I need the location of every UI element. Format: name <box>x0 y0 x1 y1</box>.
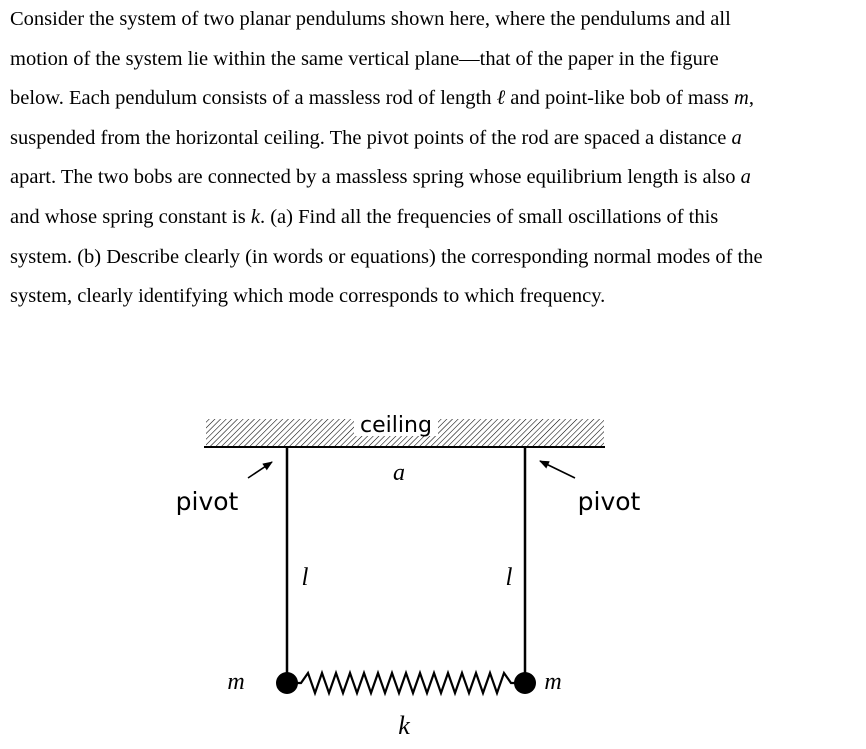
pivot-right-label: pivot <box>577 487 641 516</box>
pivot-left-arrow <box>248 462 272 478</box>
spring <box>287 673 525 693</box>
symbol-a: a <box>740 166 751 189</box>
spring-label: k <box>398 711 410 740</box>
rod-right-label: l <box>505 564 513 591</box>
spacing-label: a <box>393 460 405 486</box>
bob-left <box>276 672 298 694</box>
problem-line: below. Each pendulum consists of a massless rod of length ℓ and point-like bob of mass m, <box>10 87 754 110</box>
problem-line: system, clearly identifying which mode corresponds to which frequency. <box>10 285 606 308</box>
mass-left-label: m <box>227 669 245 695</box>
symbol-a: a <box>731 126 742 149</box>
pivot-right-arrow <box>540 461 575 478</box>
problem-line: and whose spring constant is k. (a) Find all the frequencies of small oscillations of this <box>10 205 719 228</box>
symbol-ell: ℓ <box>496 87 506 110</box>
problem-line: apart. The two bobs are connected by a massless spring whose equilibrium length is also a <box>10 166 751 189</box>
problem-line: suspended from the horizontal ceiling. The pivot points of the rod are spaced a distance a <box>10 126 742 149</box>
ceiling-label: ceiling <box>360 413 432 438</box>
symbol-m: m <box>734 87 749 110</box>
pivot-left-label: pivot <box>175 487 239 516</box>
rod-left-label: l <box>301 564 309 591</box>
symbol-k: k <box>250 205 260 228</box>
problem-line: motion of the system lie within the same vertical plane—that of the paper in the figure <box>10 47 719 70</box>
problem-line: Consider the system of two planar pendulums shown here, where the pendulums and all <box>10 8 731 30</box>
mass-right-label: m <box>544 669 562 695</box>
bob-right <box>514 672 536 694</box>
problem-line: system. (b) Describe clearly (in words or equations) the corresponding normal modes of the <box>10 245 763 268</box>
